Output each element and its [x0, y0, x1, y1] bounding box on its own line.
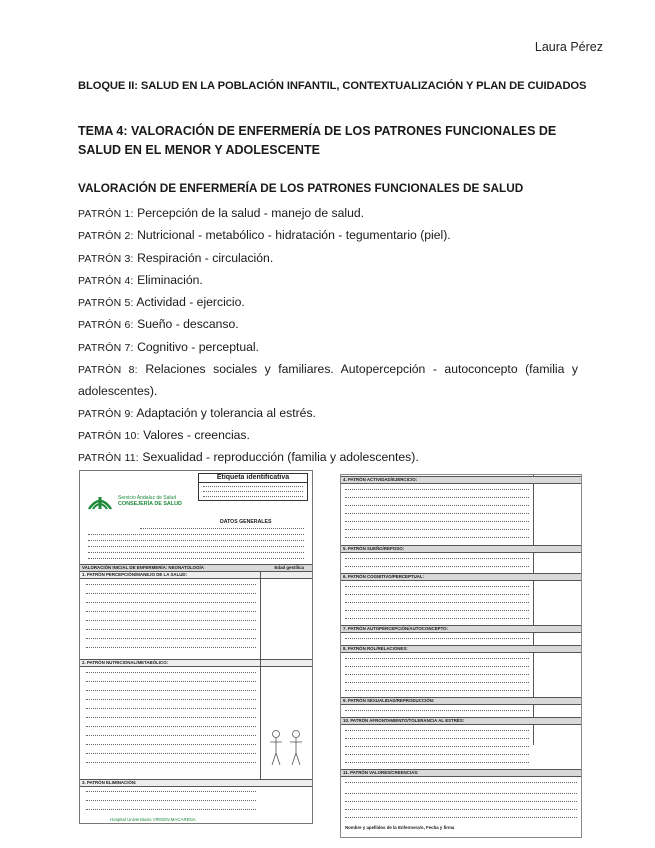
pattern-code: PATRÓN 11:: [78, 452, 139, 465]
pattern-code: PATRÓN 1:: [78, 208, 134, 220]
pattern-9-header: 9. PATRÓN SEXUALIDAD/REPRODUCCIÓN:: [341, 697, 581, 705]
pattern-2-header: 2. PATRÓN NUTRICIONAL/METABÓLICO:: [80, 659, 312, 667]
pattern-list: [78, 203, 578, 470]
pattern-text: Adaptación y tolerancia al estrés.: [136, 405, 316, 420]
pattern-code: PATRÓN 2:: [78, 230, 134, 243]
section-title: VALORACIÓN DE ENFERMERÍA DE LOS PATRONES FUNCIONALES DE SALUD: [78, 181, 524, 195]
pattern-text: Actividad - ejercicio.: [136, 295, 245, 310]
topic-title: TEMA 4: VALORACIÓN DE ENFERMERÍA DE LOS PATRONES FUNCIONALES DE SALUD EN EL MENOR Y ADOLESCENTE: [78, 124, 557, 157]
nurse-signature-line: Nombre y apellidos de la Enfermera/o, Fecha y firma: [345, 825, 455, 830]
pattern-5-header: 5. PATRÓN SUEÑO/REPOSO:: [341, 545, 581, 553]
pattern-code: PATRÓN 3:: [78, 252, 134, 265]
pattern-item: [78, 447, 578, 469]
pattern-text: Sexualidad - reproducción (familia y adolescentes).: [142, 450, 419, 465]
author-name: Laura Pérez: [534, 40, 603, 54]
pattern-4-header: 4. PATRÓN ACTIVIDAD/EJERCICIO:: [341, 476, 581, 484]
pattern-text: Nutricional - metabólico - hidratación - tegumentario (piel).: [137, 228, 451, 243]
block-title: BLOQUE II: SALUD EN LA POBLACIÓN INFANTIL, CONTEXTUALIZACIÓN Y PLAN DE CUIDADOS: [78, 80, 587, 92]
pattern-11-header: 11. PATRÓN VALORES/CREENCIAS:: [341, 769, 581, 777]
pattern-text: Eliminación.: [137, 272, 203, 287]
pattern-text: Percepción de la salud - manejo de salud.: [137, 206, 365, 220]
pattern-item: [78, 403, 578, 425]
pattern-item: [78, 248, 578, 270]
pattern-1-header: 1. PATRÓN PERCEPCIÓN/MANEJO DE LA SALUD:: [80, 571, 312, 579]
pattern-3-header: 3. PATRÓN ELIMINACIÓN:: [80, 779, 312, 787]
pattern-item: [78, 203, 578, 225]
org-name-line2: CONSEJERÍA DE SALUD: [118, 501, 182, 507]
pattern-code: PATRÓN 4:: [78, 274, 134, 287]
general-data-title: DATOS GENERALES: [220, 519, 272, 525]
label-box-title: Etiqueta identificativa: [199, 474, 307, 483]
pattern-item: [78, 270, 578, 292]
pattern-item: [78, 359, 578, 403]
gestational-age-header: Edad gestílica: [274, 565, 304, 570]
pattern-text: Respiración - circulación.: [137, 250, 274, 265]
pattern-item: [78, 314, 578, 336]
pattern-10-header: 10. PATRÓN AFRONTAMIENTO/TOLERANCIA AL ESTRÉS:: [341, 717, 581, 725]
pattern-item: [78, 225, 578, 247]
pattern-text: Valores - creencias.: [143, 427, 250, 442]
pattern-item: [78, 292, 578, 314]
body-outline-icon: [266, 729, 306, 769]
pattern-code: PATRÓN 8:: [78, 364, 138, 377]
pattern-6-header: 6. PATRÓN COGNITIVO/PERCEPTUAL:: [341, 573, 581, 581]
pattern-code: PATRÓN 5:: [78, 297, 134, 310]
nursing-assessment-form-right: [340, 474, 582, 838]
nursing-assessment-form-left: [79, 470, 313, 824]
hospital-footer: Hospital Universitario VIRGEN MACARENA: [110, 817, 196, 822]
assessment-header-title: VALORACIÓN INICIAL DE ENFERMERÍA: NEONATOLOGÍA: [82, 565, 204, 570]
pattern-7-header: 7. PATRÓN AUTOPERCEPCIÓN/AUTOCONCEPTO:: [341, 625, 581, 633]
pattern-code: PATRÓN 9:: [78, 407, 134, 420]
pattern-code: PATRÓN 7:: [78, 341, 134, 354]
andalusia-logo-icon: [87, 491, 113, 511]
pattern-code: PATRÓN 10:: [78, 429, 140, 442]
pattern-item: [78, 337, 578, 359]
identification-label-box: [198, 473, 308, 501]
pattern-8-header: 8. PATRÓN ROL/RELACIONES:: [341, 645, 581, 653]
pattern-text: Cognitivo - perceptual.: [137, 339, 260, 354]
pattern-code: PATRÓN 6:: [78, 319, 134, 332]
pattern-item: [78, 425, 578, 447]
pattern-text: Relaciones sociales y familiares. Autopercepción - autoconcepto (familia y adolescentes).: [78, 362, 578, 399]
pattern-text: Sueño - descanso.: [137, 317, 239, 332]
org-name-line1: Servicio Andaluz de Salud: [118, 495, 177, 501]
